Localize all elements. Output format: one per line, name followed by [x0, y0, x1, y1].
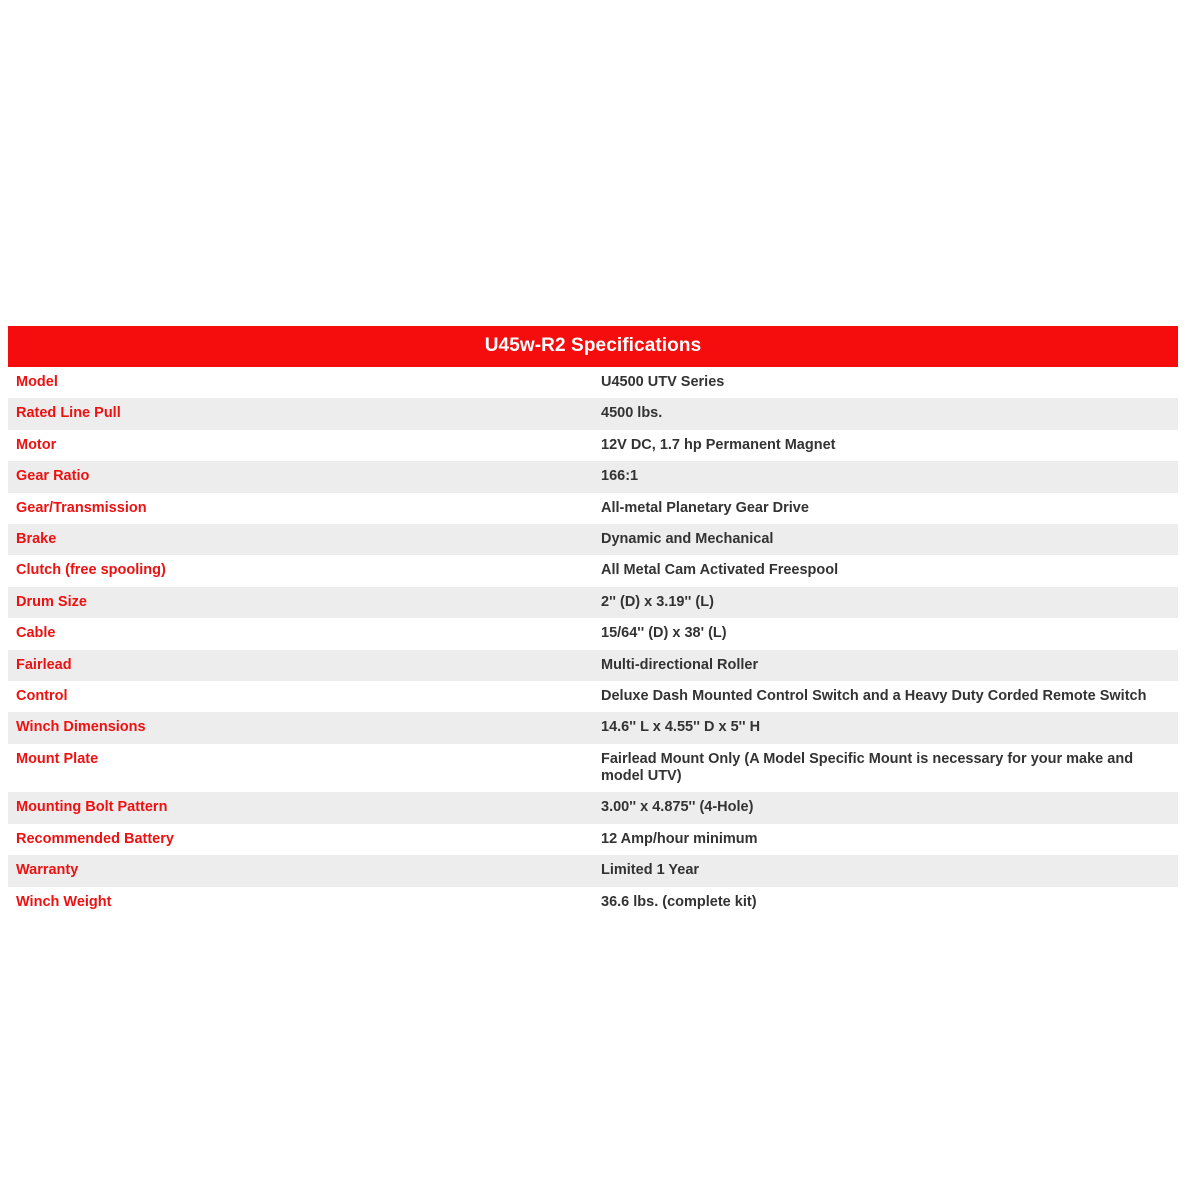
spec-label: Mounting Bolt Pattern [8, 792, 593, 823]
table-row [8, 587, 1178, 618]
specifications-table [8, 326, 1178, 918]
spec-label: Recommended Battery [8, 824, 593, 855]
spec-label: Control [8, 681, 593, 712]
spec-value: 166:1 [593, 461, 1178, 492]
spec-value: 36.6 lbs. (complete kit) [593, 887, 1178, 918]
table-row [8, 744, 1178, 793]
table-header-row [8, 326, 1178, 367]
table-row [8, 618, 1178, 649]
table-row [8, 887, 1178, 918]
spec-value: Deluxe Dash Mounted Control Switch and a Heavy Duty Corded Remote Switch [593, 681, 1178, 712]
spec-label: Clutch (free spooling) [8, 555, 593, 586]
table-row [8, 681, 1178, 712]
table-row [8, 430, 1178, 461]
spec-label: Gear/Transmission [8, 493, 593, 524]
table-row [8, 461, 1178, 492]
spec-value: 15/64'' (D) x 38' (L) [593, 618, 1178, 649]
spec-label: Fairlead [8, 650, 593, 681]
spec-value: 14.6'' L x 4.55'' D x 5'' H [593, 712, 1178, 743]
table-row [8, 792, 1178, 823]
spec-label: Motor [8, 430, 593, 461]
table-row [8, 367, 1178, 398]
spec-label: Mount Plate [8, 744, 593, 793]
spec-value: U4500 UTV Series [593, 367, 1178, 398]
table-body [8, 367, 1178, 918]
spec-label: Winch Weight [8, 887, 593, 918]
specifications-section [8, 326, 1178, 918]
spec-value: 12 Amp/hour minimum [593, 824, 1178, 855]
spec-value: Dynamic and Mechanical [593, 524, 1178, 555]
table-row [8, 855, 1178, 886]
spec-label: Rated Line Pull [8, 398, 593, 429]
spec-value: Multi-directional Roller [593, 650, 1178, 681]
spec-value: All Metal Cam Activated Freespool [593, 555, 1178, 586]
spec-value: 4500 lbs. [593, 398, 1178, 429]
spec-value: 3.00'' x 4.875'' (4-Hole) [593, 792, 1178, 823]
spec-label: Cable [8, 618, 593, 649]
table-title: U45w-R2 Specifications [8, 326, 1178, 367]
spec-value: Limited 1 Year [593, 855, 1178, 886]
table-row [8, 555, 1178, 586]
spec-value: Fairlead Mount Only (A Model Specific Mount is necessary for your make and model UTV) [593, 744, 1178, 793]
table-row [8, 824, 1178, 855]
spec-value: 12V DC, 1.7 hp Permanent Magnet [593, 430, 1178, 461]
table-row [8, 712, 1178, 743]
spec-label: Warranty [8, 855, 593, 886]
table-row [8, 650, 1178, 681]
spec-value: 2'' (D) x 3.19'' (L) [593, 587, 1178, 618]
table-row [8, 524, 1178, 555]
spec-label: Model [8, 367, 593, 398]
spec-label: Gear Ratio [8, 461, 593, 492]
table-row [8, 493, 1178, 524]
spec-label: Drum Size [8, 587, 593, 618]
spec-label: Winch Dimensions [8, 712, 593, 743]
table-row [8, 398, 1178, 429]
spec-label: Brake [8, 524, 593, 555]
spec-value: All-metal Planetary Gear Drive [593, 493, 1178, 524]
